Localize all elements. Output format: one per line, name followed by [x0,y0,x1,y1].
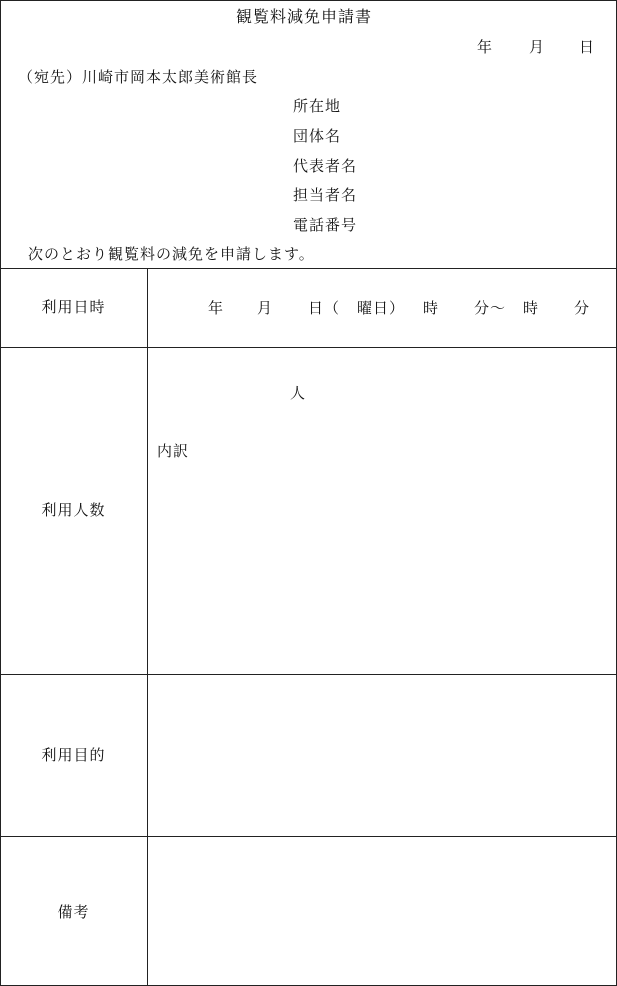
organization-label: 団体名 [293,127,342,145]
address-label: 所在地 [293,97,342,115]
representative-label: 代表者名 [293,157,358,175]
label-column-divider [147,268,148,986]
breakdown-label: 内訳 [157,442,190,460]
usage-day-label: 日（ [308,299,341,317]
date-day-label: 日 [579,38,596,56]
start-minute-label: 分～ [474,299,507,317]
form-title: 観覧料減免申請書 [236,7,373,26]
usage-count-label: 利用人数 [41,501,106,519]
date-month-label: 月 [529,38,546,56]
start-hour-label: 時 [423,299,440,317]
contact-person-label: 担当者名 [293,186,358,204]
addressee: （宛先）川崎市岡本太郎美術館長 [18,68,259,86]
usage-month-label: 月 [257,299,274,317]
application-statement: 次のとおり観覧料の減免を申請します。 [28,245,315,263]
date-year-label: 年 [477,38,494,56]
row-divider-3 [0,836,617,837]
remarks-label: 備考 [57,903,90,921]
people-unit-label: 人 [290,384,307,402]
phone-label: 電話番号 [293,216,358,234]
purpose-label: 利用目的 [41,746,106,764]
table-top-border [0,268,617,269]
usage-weekday-label: 曜日） [357,299,406,317]
row-divider-1 [0,347,617,348]
usage-datetime-label: 利用日時 [41,298,106,316]
row-divider-2 [0,674,617,675]
end-minute-label: 分 [574,299,591,317]
end-hour-label: 時 [523,299,540,317]
usage-year-label: 年 [208,299,225,317]
